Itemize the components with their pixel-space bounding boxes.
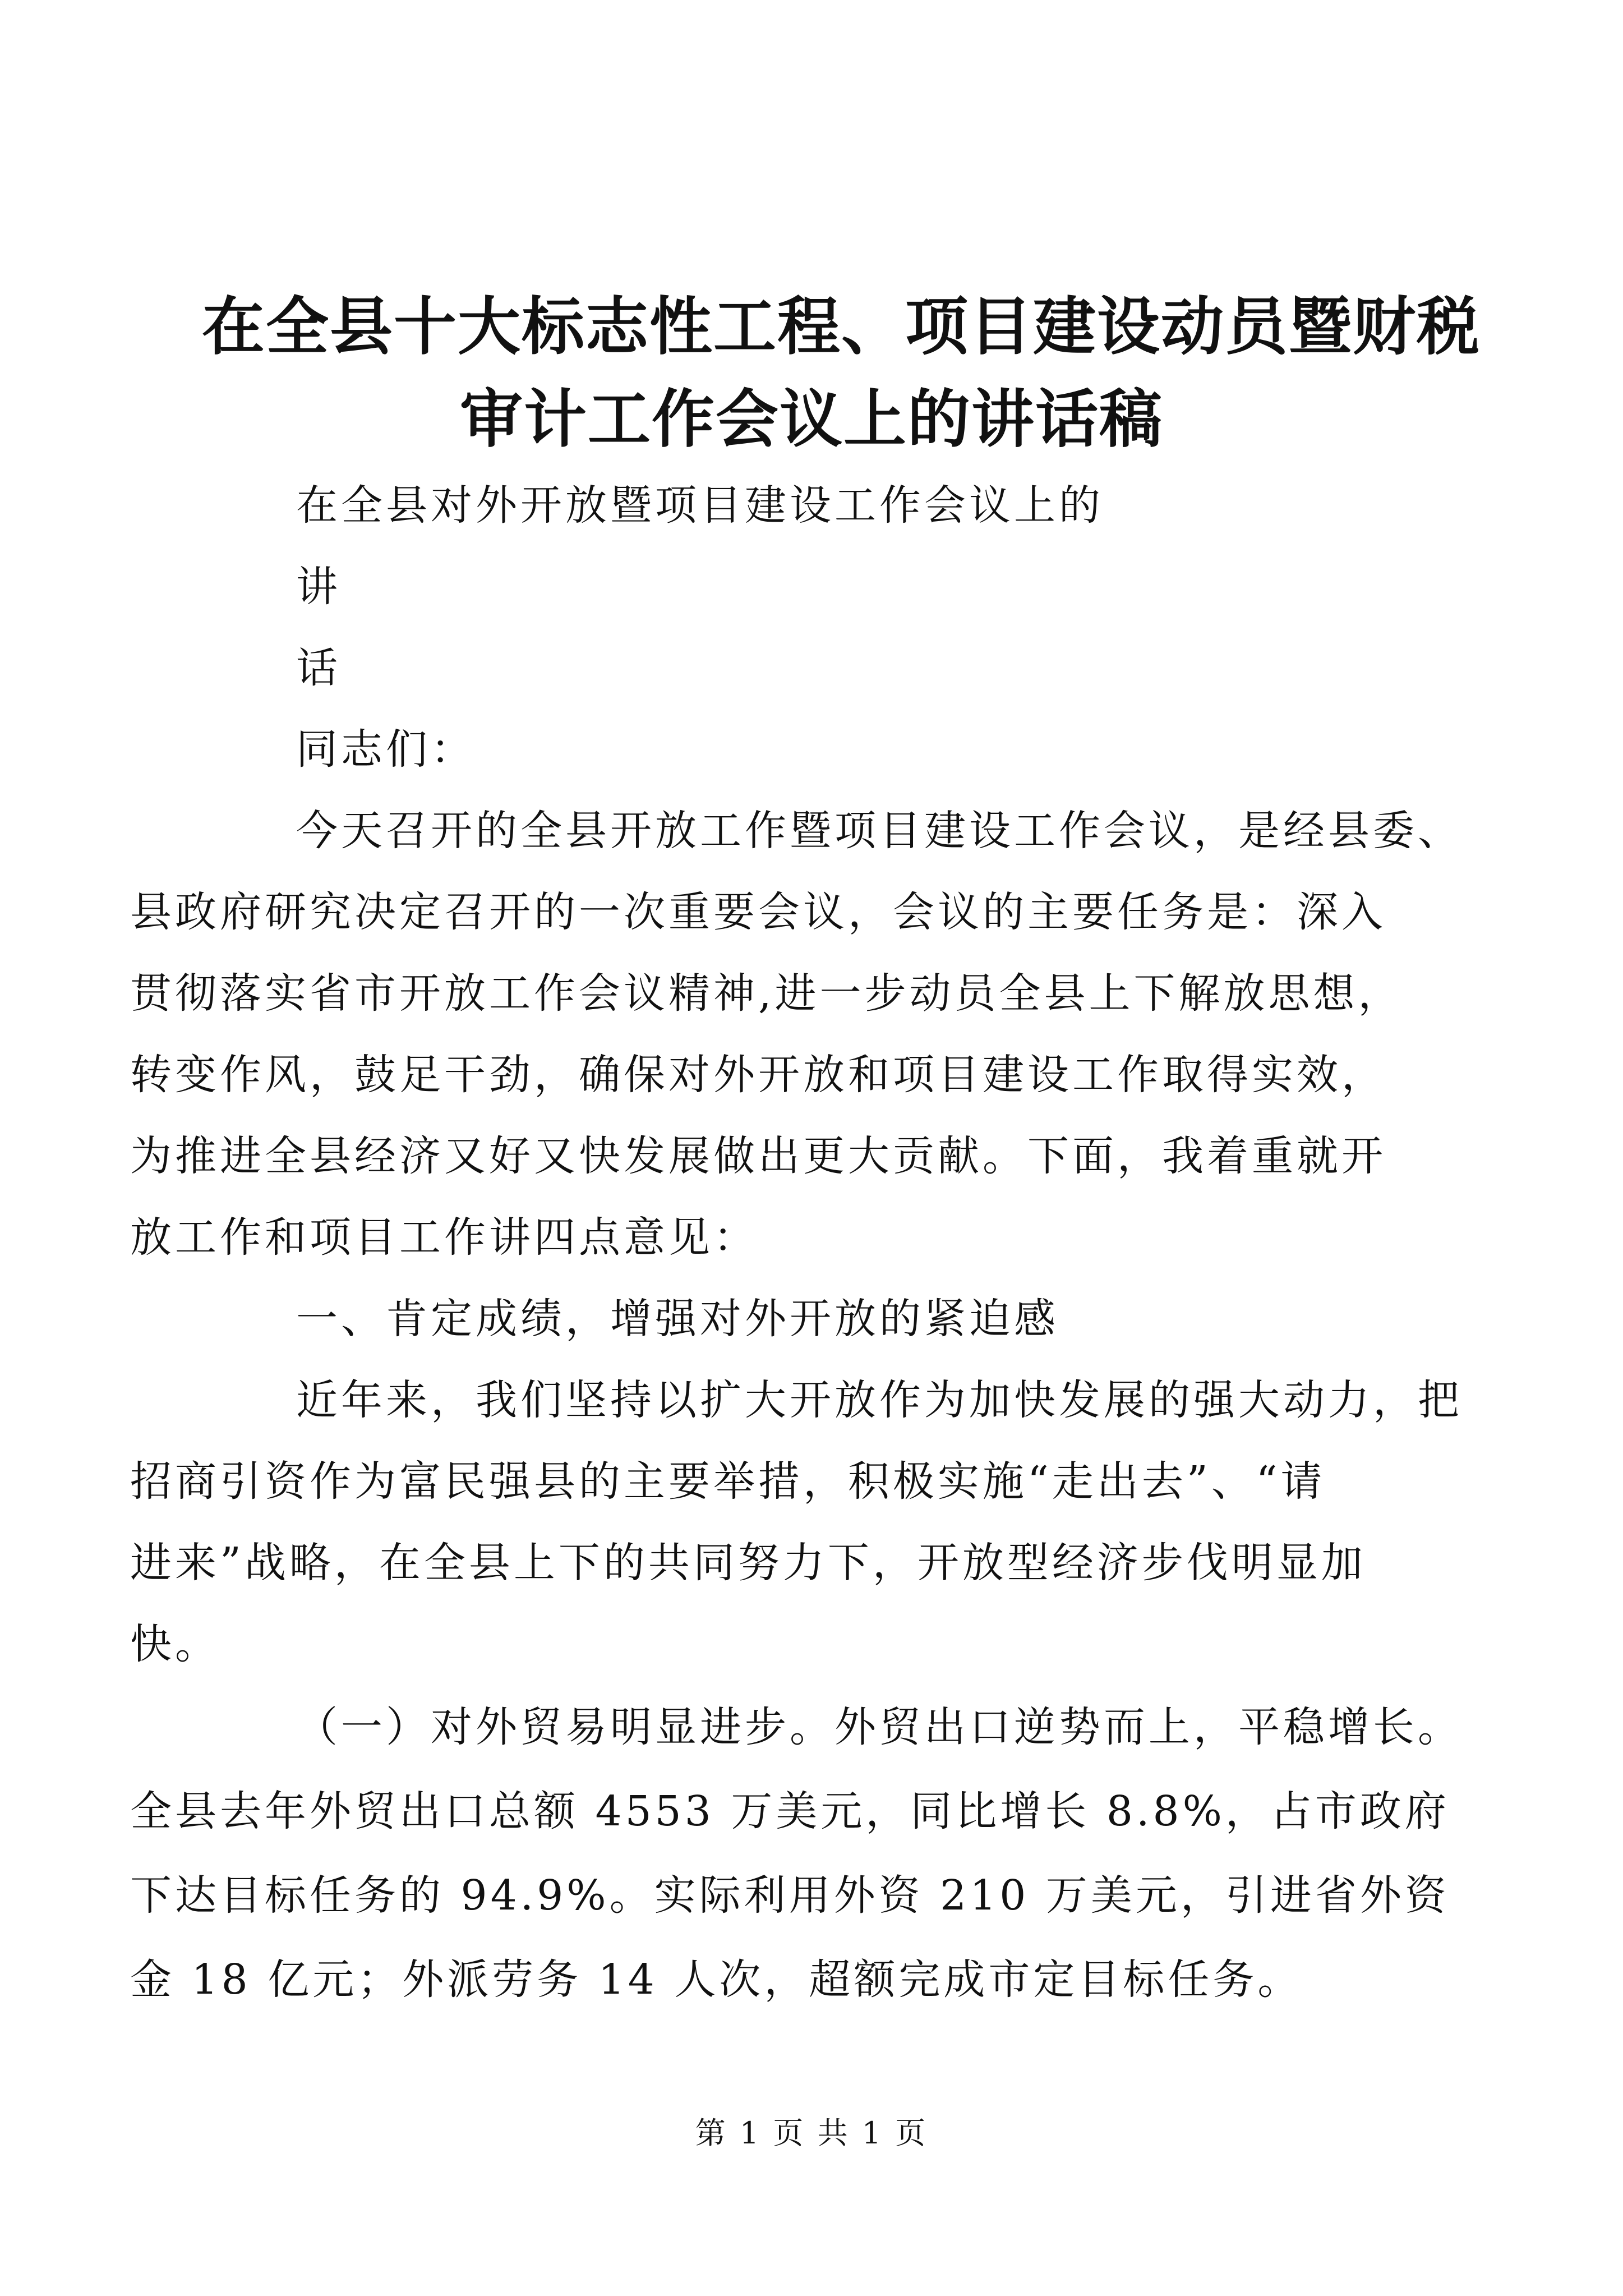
text-line: 近年来，我们坚持以扩大开放作为加快发展的强大动力，把	[296, 1376, 1463, 1424]
text-line: 招商引资作为富民强县的主要举措，积极实施“走出去”、“请	[130, 1457, 1326, 1506]
text-line: 在全县对外开放暨项目建设工作会议上的	[296, 481, 1104, 530]
page-footer: 第 1 页 共 1 页	[695, 2115, 928, 2151]
text-line: 进来”战略，在全县上下的共同努力下，开放型经济步伐明显加	[130, 1539, 1366, 1587]
text-line: 为推进全县经济又好又快发展做出更大贡献。下面，我着重就开	[130, 1132, 1386, 1180]
text-line: 金 18 亿元；外派劳务 14 人次，超额完成市定目标任务。	[130, 1955, 1303, 2004]
title-line-1: 在全县十大标志性工程、项目建设动员暨财税	[202, 290, 1481, 364]
text-line: 下达目标任务的 94.9%。实际利用外资 210 万美元，引进省外资	[130, 1871, 1450, 1920]
paragraph-subtitle-char-2	[213, 628, 1419, 709]
text-line: 同志们：	[296, 725, 476, 774]
paragraph-foreign-trade	[130, 1685, 1463, 2022]
text-line: 放工作和项目工作讲四点意见：	[130, 1213, 758, 1262]
document-title	[202, 280, 1481, 466]
text-line: 转变作风，鼓足干劲，确保对外开放和项目建设工作取得实效，	[130, 1051, 1386, 1099]
paragraph-salutation	[213, 709, 1419, 790]
paragraph-intro	[130, 790, 1463, 1278]
text-line: 贯彻落实省市开放工作会议精神,进一步动员全县上下解放思想，	[130, 969, 1403, 1018]
text-line: 讲	[296, 563, 341, 611]
document-body	[130, 465, 1463, 2022]
paragraph-achievements	[130, 1360, 1463, 1685]
text-line: 一、肯定成绩，增强对外开放的紧迫感	[296, 1295, 1059, 1343]
title-line-2: 审计工作会议上的讲话稿	[460, 383, 1163, 456]
text-line: 今天召开的全县开放工作暨项目建设工作会议，是经县委、	[296, 807, 1463, 855]
text-line: 话	[296, 644, 341, 692]
paragraph-subtitle	[213, 465, 1419, 546]
text-line: 全县去年外贸出口总额 4553 万美元，同比增长 8.8%，占市政府	[130, 1787, 1450, 1835]
text-line: （一）对外贸易明显进步。外贸出口逆势而上，平稳增长。	[296, 1703, 1463, 1751]
text-line: 县政府研究决定召开的一次重要会议，会议的主要任务是：深入	[130, 888, 1386, 936]
paragraph-subtitle-char-1	[213, 546, 1419, 628]
section-heading-1	[213, 1278, 1419, 1360]
text-line: 快。	[130, 1620, 220, 1668]
